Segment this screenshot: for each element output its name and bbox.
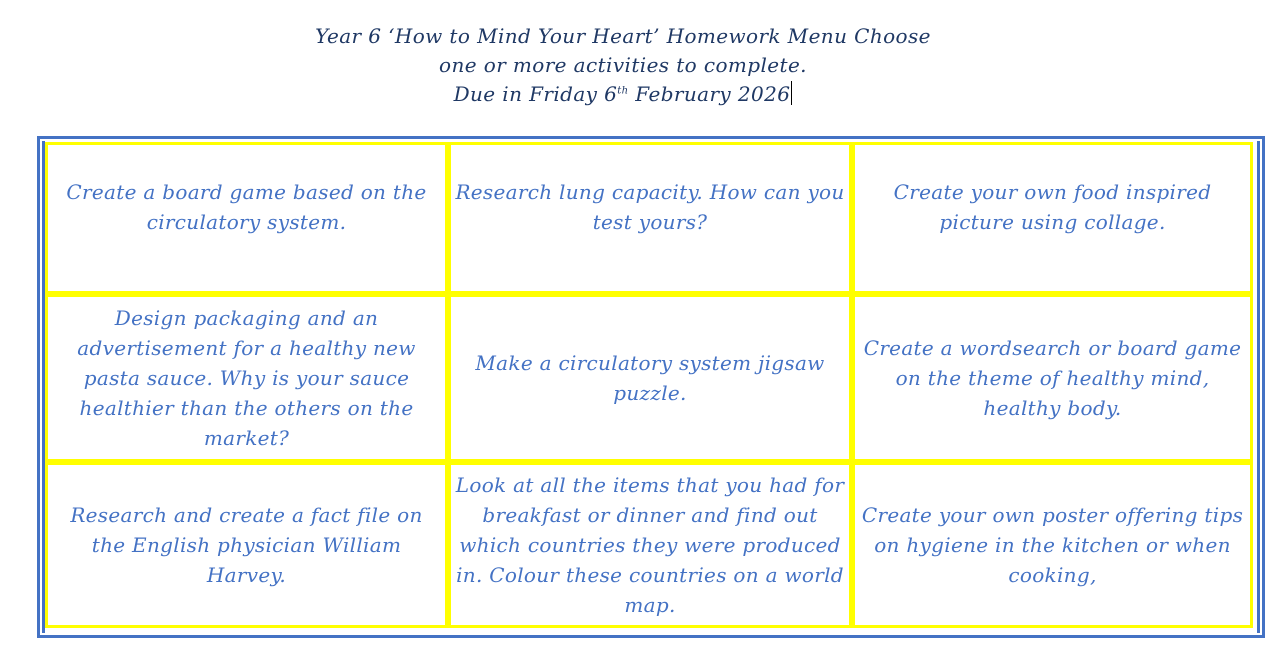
activity-cell-board-game[interactable] xyxy=(45,142,448,294)
title-line-2: one or more activities to complete. xyxy=(439,53,807,77)
activity-text: Create your own poster offering tips on hygiene in the kitchen or when cooking, xyxy=(861,503,1244,587)
activity-cell-hygiene-poster[interactable] xyxy=(852,462,1253,628)
activity-text: Create a board game based on the circulatory system. xyxy=(66,180,427,234)
activity-text: Look at all the items that you had for breakfast or dinner and find out which countries they were produced in. Colour these countries on a world map. xyxy=(455,473,845,617)
due-date-line xyxy=(0,80,1246,109)
activity-text: Design packaging and an advertisement for a healthy new pasta sauce. Why is your sauce healthier than the others on the market? xyxy=(77,306,416,450)
due-date-prefix: Due in Friday 6 xyxy=(453,82,618,106)
activity-cell-food-countries[interactable] xyxy=(448,462,852,628)
activity-grid xyxy=(45,142,1253,628)
activity-text: Create a wordsearch or board game on the theme of healthy mind, healthy body. xyxy=(863,336,1242,420)
activity-cell-lung-capacity[interactable] xyxy=(448,142,852,294)
due-date-ordinal: th xyxy=(617,85,629,97)
text-cursor xyxy=(791,81,792,105)
activity-text: Make a circulatory system jigsaw puzzle. xyxy=(475,351,825,405)
activity-cell-fact-file[interactable] xyxy=(45,462,448,628)
activity-table xyxy=(37,136,1265,638)
activity-cell-wordsearch[interactable] xyxy=(852,294,1253,462)
activity-cell-food-collage[interactable] xyxy=(852,142,1253,294)
homework-menu-title xyxy=(0,22,1246,109)
activity-text: Research and create a fact file on the English physician William Harvey. xyxy=(70,503,423,587)
activity-cell-pasta-sauce[interactable] xyxy=(45,294,448,462)
due-date-suffix: February 2026 xyxy=(628,82,791,106)
title-line-1: Year 6 ‘How to Mind Your Heart’ Homework Menu Choose xyxy=(315,24,931,48)
activity-text: Research lung capacity. How can you test yours? xyxy=(455,180,845,234)
activity-text: Create your own food inspired picture using collage. xyxy=(893,180,1212,234)
activity-cell-jigsaw[interactable] xyxy=(448,294,852,462)
